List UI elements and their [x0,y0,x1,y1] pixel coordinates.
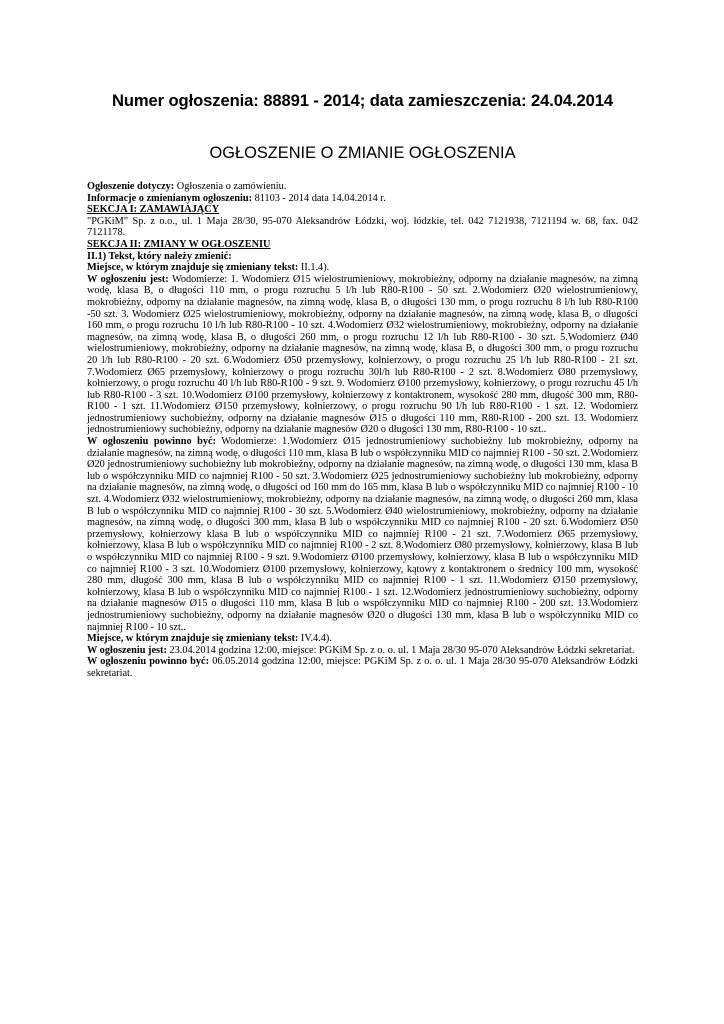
dotyczy-label: Ogłoszenie dotyczy: [87,181,175,192]
section-2-subheading: II.1) Tekst, który należy zmienić: [87,250,232,262]
info-label: Informacje o zmienianym ogłoszeniu: [87,192,253,204]
change-1-current [87,274,638,436]
change-2-new [87,656,638,679]
document-body [87,181,638,680]
change-2-location [87,633,638,645]
change-1-current-label: W ogłoszeniu jest: [87,273,169,285]
info-value: 81103 - 2014 data 14.04.2014 r. [252,192,386,204]
change-1-location-value: II.1.4). [298,262,330,274]
announcement-number-title: Numer ogłoszenia: 88891 - 2014; data zamieszczenia: 24.04.2014 [111,91,614,110]
intro-info [87,193,638,205]
change-1-new [87,436,638,633]
change-2-location-label: Miejsce, w którym znajduje się zmieniany tekst: [87,633,299,645]
change-2-current-value: 23.04.2014 godzina 12:00, miejsce: PGKiM Sp. z o. o. ul. 1 Maja 28/30 95-070 Aleksandrów Łódzki sekretariat. [166,644,635,656]
change-2-location-value: IV.4.4). [298,633,332,645]
section-1-text: "PGKiM" Sp. z o.o., ul. 1 Maja 28/30, 95-070 Aleksandrów Łódzki, woj. łódzkie, tel. 042 7121938, 7121194 w. 68, fax. 042 7121178. [87,215,638,239]
change-2-new-label: W ogłoszeniu powinno być: [87,656,210,668]
change-1-new-label: W ogłoszeniu powinno być: [87,436,216,448]
dotyczy-value: Ogłoszenia o zamówieniu. [174,181,287,192]
change-1-new-value: Wodomierze: 1.Wodomierz Ø15 jednostrumieniowy suchobieżny lub mokrobieżny, odporny na działanie magnesów, na zimną wodę, o długości 110 mm, klasa B lub o współczynniku MID co najmniej R100 - 50 szt. 2.Wodomierz Ø20 jednostrumieniowy suchobieżny lub mokrobieżny, odporny na działanie magnesów, na zimną wodę, o długości 130 mm, klasa B lub o współczynniku MID co najmniej R100 - 50 szt. 3.Wodomierz Ø25 jednostrumieniowy suchobieżny lub mokrobieżny, odporny na działanie magnesów, na zimną wodę, o długości od 160 mm do 165 mm, klasa B lub o współczynniku MID co najmniej R100 - 10 szt. 4.Wodomierz Ø32 wielostrumieniowy, mokrobieżny, odporny na działanie magnesów, na zimną wodę, o długości 260 mm, klasa B lub o współczynniku MID co najmniej R100 - 30 szt. 5.Wodomierz Ø40 wielostrumieniowy, mokrobieżny, odporny na działanie magnesów, na zimną wodę, o długości 300 mm, klasa B lub o współczynniku MID co najmniej R100 - 20 szt. 6.Wodomierz Ø50 przemysłowy, kołnierzowy klasa B lub o współczynniku MID co najmniej R100 - 21 szt. 7.Wodomierz Ø65 przemysłowy, kołnierzowy, klasa B lub o współczynniku MID co najmniej R100 - 2 szt. 8.Wodomierz Ø80 przemysłowy, kołnierzowy, klasa B lub o współczynniku MID co najmniej R100 - 9 szt. 9.Wodomierz Ø100 przemysłowy, kołnierzowy, klasa B lub o współczynniku MID co najmniej R100 - 3 szt. 10.Wodomierz Ø100 przemysłowy, kołnierzowy, kątowy z kontaktronem o średnicy 100 mm, wysokość 280 mm, długość 300 mm, klasa B lub o współczynniku MID co najmniej R100 - 1 szt. 11.Wodomierz Ø150 przemysłowy, kołnierzowy, klasa B lub o współczynniku MID co najmniej R100 - 1 szt. 12.Wodomierz jednostrumieniowy suchobieżny, odporny na działanie magnesów Ø15 o długości 110 mm, klasa B lub o współczynniku MID co najmniej R100 - 200 szt. 13.Wodomierz jednostrumieniowy suchobieżny, odporny na działanie magnesów Ø20 o długości 130 mm, klasa B lub o współczynniku MID co najmniej R100 - 10 szt.. [87,436,638,633]
change-2-new-value: 06.05.2014 godzina 12:00, miejsce: PGKiM Sp. z o. o. ul. 1 Maja 28/30 95-070 Aleksandrów Łódzki sekretariat. [87,656,639,679]
change-2-current [87,645,638,657]
section-2-heading: SEKCJA II: ZMIANY W OGŁOSZENIU [87,238,271,250]
change-1-current-value: Wodomierze: 1. Wodomierz Ø15 wielostrumieniowy, mokrobieżny, odporny na działanie magnesów, na zimną wodę, klasa B, o długości 110 mm, o progu rozruchu 5 l/h lub R80-R100 - 50 szt. 2.Wodomierz Ø20 wielostrumieniowy, mokrobieżny, odporny na działanie magnesów, na zimną wodę, klasa B, o długości 130 mm, o progu rozruchu 8 l/h lub R80-R100 -50 szt. 3. Wodomierz Ø25 wielostrumieniowy, mokrobieżny, odporny na działanie magnesów, na zimną wodę, klasa B, o długości 160 mm, o progu rozruchu 10 l/h lub R80-R100 - 10 szt. 4.Wodomierz Ø32 wielostrumieniowy, mokrobieżny, odporny na działanie magnesów, na zimną wodę, klasa B, o długości 260 mm, o progu rozruchu 12 l/h lub R80-R100 - 30 szt. 5.Wodomierz Ø40 wielostrumieniowy, mokrobieżny, odporny na działanie magnesów, na zimną wodę, klasa B, o długości 300 mm, o progu rozruchu 20 l/h lub R80-R100 - 20 szt. 6.Wodomierz Ø50 przemysłowy, kołnierzowy, o progu rozruchu 25 l/h lub R80-R100 - 21 szt. 7.Wodomierz Ø65 przemysłowy, kołnierzowy o progu rozruchu 30l/h lub R80-R100 - 2 szt. 8.Wodomierz Ø80 przemysłowy, kołnierzowy, o progu rozruchu 40 l/h lub R80-R100 - 9 szt. 9. Wodomierz Ø100 przemysłowy, kołnierzowy, o progu rozruchu 45 l/h lub R80-R100 - 3 szt. 10.Wodomierz Ø100 przemysłowy, kołnierzowy z kontaktronem, wysokość 280 mm, długość 300 mm, R80-R100 - 1 szt. 11.Wodomierz Ø150 przemysłowy, kołnierzowy, o progu rozruchu 90 l/h lub R80-R100 - 1 szt. 12. Wodomierz jednostrumieniowy suchobieżny, odporny na działanie magnesów Ø15 o długości 110 mm, R80-R100 - 200 szt. 13. Wodomierz jednostrumieniowy suchobieżny, odporny na działanie magnesów Ø20 o długości 130 mm, R80-R100 - 10 szt.. [87,273,638,436]
announcement-type-title: OGŁOSZENIE O ZMIANIE OGŁOSZENIA [209,144,516,162]
change-1-location [87,262,638,274]
intro-dotyczy [87,181,638,193]
section-1-heading: SEKCJA I: ZAMAWIAJĄCY [87,204,220,216]
change-1-location-label: Miejsce, w którym znajduje się zmieniany tekst: [87,262,299,274]
change-2-current-label: W ogłoszeniu jest: [87,644,167,656]
